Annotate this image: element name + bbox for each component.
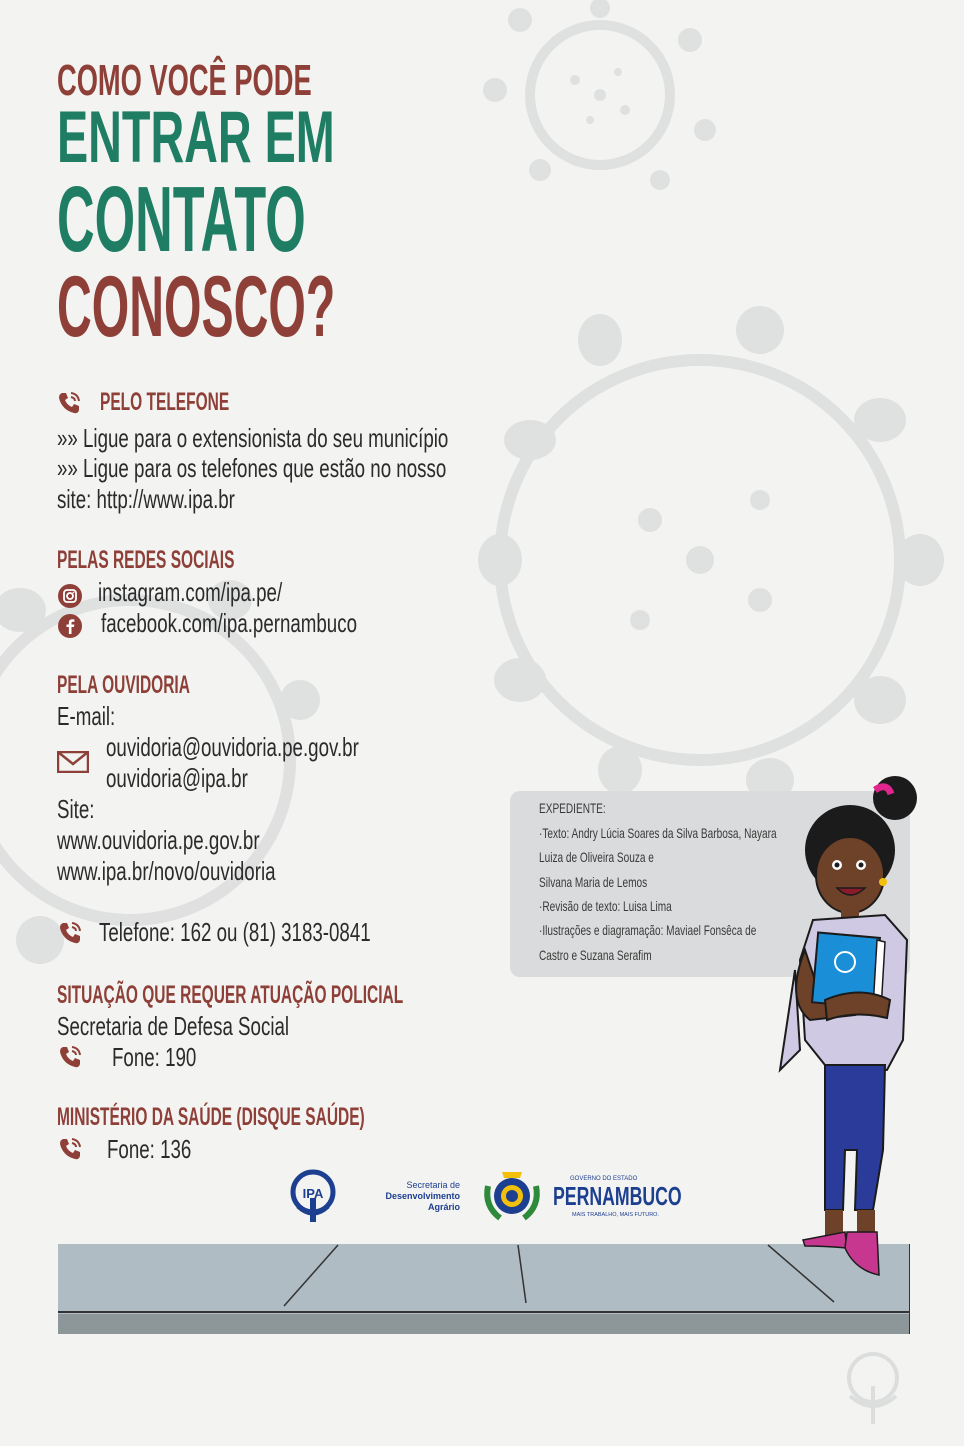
pernambuco-coat-of-arms-icon xyxy=(480,1166,544,1226)
site-2[interactable]: www.ipa.br/novo/ouvidoria xyxy=(57,856,276,886)
social-section-heading: PELAS REDES SOCIAIS xyxy=(57,546,235,574)
expediente-line: Luiza de Oliveira Souza e xyxy=(539,849,654,865)
police-section-heading: SITUAÇÃO QUE REQUER ATUAÇÃO POLICIAL xyxy=(57,981,404,1009)
phone-line-3[interactable]: site: http://www.ipa.br xyxy=(57,484,235,514)
phone-line-1: »» Ligue para o extensionista do seu município xyxy=(57,423,449,453)
secretaria-line: Secretaria de xyxy=(406,1180,460,1190)
phone-icon xyxy=(57,1136,83,1162)
site-label: Site: xyxy=(57,794,95,824)
email-2[interactable]: ouvidoria@ipa.br xyxy=(106,763,248,793)
phone-icon xyxy=(56,390,82,416)
facebook-link[interactable]: facebook.com/ipa.pernambuco xyxy=(101,608,357,638)
ipa-logo xyxy=(286,1168,340,1226)
mail-icon xyxy=(57,751,89,773)
expediente-heading: EXPEDIENTE: xyxy=(539,800,606,816)
health-section-heading: MINISTÉRIO DA SAÚDE (DISQUE SAÚDE) xyxy=(57,1103,365,1131)
police-phone: Fone: 190 xyxy=(112,1042,197,1072)
expediente-line: Castro e Suzana Serafim xyxy=(539,947,652,963)
ipa-logo-text: IPA xyxy=(302,1186,324,1201)
title-line-4: CONOSCO? xyxy=(57,259,336,355)
governo-label: GOVERNO DO ESTADO xyxy=(570,1176,638,1182)
expediente-line: ·Texto: Andry Lúcia Soares da Silva Barbosa, Nayara xyxy=(539,825,777,841)
title-line-2: ENTRAR EM xyxy=(57,97,335,178)
woman-illustration xyxy=(765,770,925,1280)
phone-icon xyxy=(57,920,83,946)
ouvidoria-section-heading: PELA OUVIDORIA xyxy=(57,671,190,699)
secretaria-logo xyxy=(370,1180,460,1213)
phone-line-2: »» Ligue para os telefones que estão no nosso xyxy=(57,453,447,483)
phone-section-heading: PELO TELEFONE xyxy=(100,388,230,416)
expediente-line: ·Revisão de texto: Luisa Lima xyxy=(539,898,672,914)
pernambuco-logo-text: PERNAMBUCO xyxy=(553,1181,682,1211)
expediente-line: ·Ilustrações e diagramação: Maviael Fonsêca de xyxy=(539,922,757,938)
secretaria-line: Agrário xyxy=(427,1202,460,1212)
title-line-1: COMO VOCÊ PODE xyxy=(57,56,312,105)
site-1[interactable]: www.ouvidoria.pe.gov.br xyxy=(57,825,260,855)
title-line-3: CONTATO xyxy=(57,167,306,271)
police-org: Secretaria de Defesa Social xyxy=(57,1011,290,1041)
email-1[interactable]: ouvidoria@ouvidoria.pe.gov.br xyxy=(106,732,359,762)
expediente-line: Silvana Maria de Lemos xyxy=(539,874,648,890)
secretaria-line: Desenvolvimento xyxy=(385,1191,460,1201)
health-phone: Fone: 136 xyxy=(107,1134,192,1164)
phone-icon xyxy=(57,1044,83,1070)
email-label: E-mail: xyxy=(57,701,116,731)
instagram-icon xyxy=(57,583,83,609)
ipa-watermark-logo xyxy=(836,1348,910,1428)
instagram-link[interactable]: instagram.com/ipa.pe/ xyxy=(98,577,283,607)
facebook-icon xyxy=(57,613,83,639)
ouvidoria-phone: Telefone: 162 ou (81) 3183-0841 xyxy=(99,917,371,947)
pernambuco-slogan: MAIS TRABALHO, MAIS FUTURO. xyxy=(572,1212,659,1218)
